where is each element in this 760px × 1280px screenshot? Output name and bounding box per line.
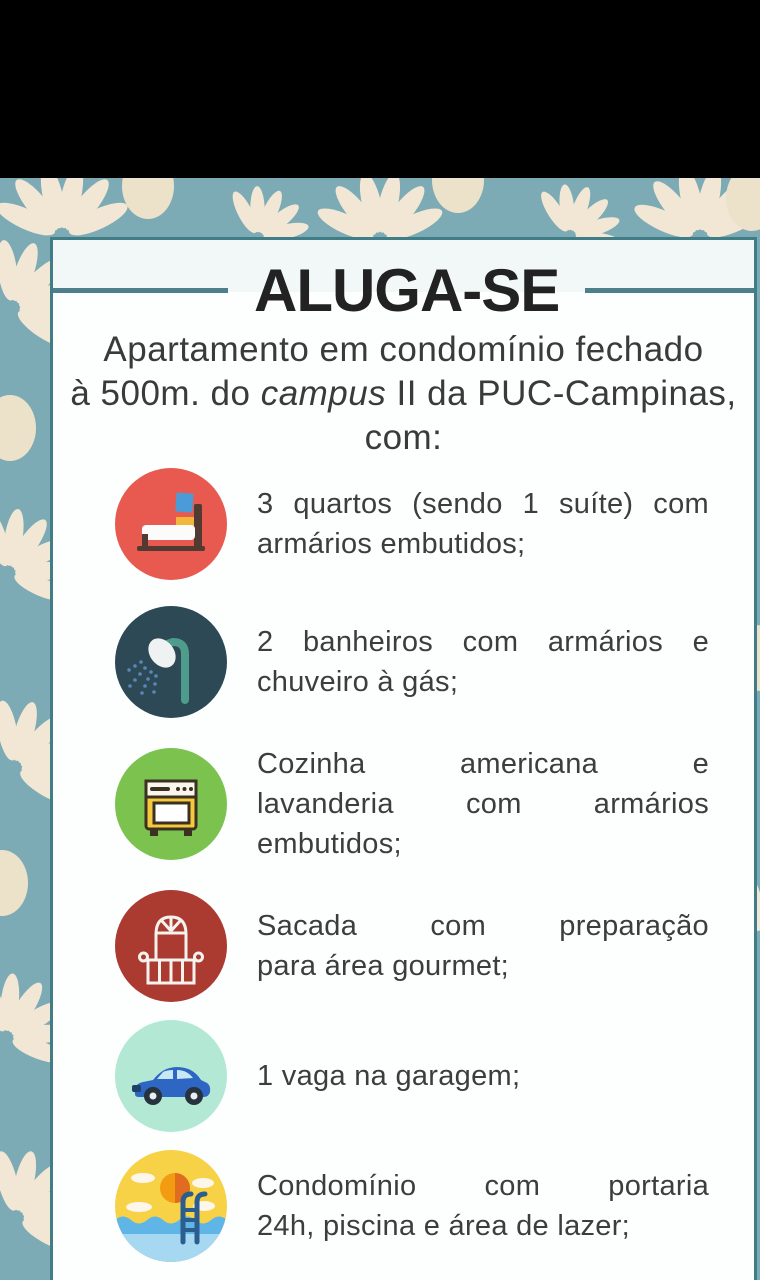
shower-icon [115, 606, 227, 718]
feature-item-bedrooms [53, 468, 754, 580]
title-row [53, 258, 754, 322]
balcony-icon [115, 890, 227, 1002]
feature-text-line: 3 quartos (sendo 1 suíte) com [257, 488, 709, 520]
feature-text [257, 484, 709, 564]
title-rule-left [53, 288, 228, 293]
letterbox-top [0, 0, 760, 178]
feature-text [257, 906, 709, 986]
feature-item-kitchen [53, 744, 754, 864]
feature-text-line: para área gourmet; [257, 950, 510, 982]
feature-item-garage [53, 1020, 754, 1132]
feature-text-line: armários embutidos; [257, 528, 526, 560]
car-icon [115, 1020, 227, 1132]
feature-item-balcony [53, 890, 754, 1002]
feature-text-line: Cozinha americana e [257, 748, 709, 780]
subtitle-line-1: Apartamento em condomínio fechado [103, 330, 704, 369]
feature-text-line: 2 banheiros com armários e [257, 626, 709, 658]
bed-icon [115, 468, 227, 580]
page-title: ALUGA-SE [254, 256, 560, 324]
feature-item-bathrooms [53, 606, 754, 718]
subtitle-line-3: com: [364, 418, 443, 457]
feature-text [257, 1166, 709, 1246]
feature-text-line: 24h, piscina e área de lazer; [257, 1210, 631, 1242]
feature-text [257, 622, 709, 702]
subtitle-line-2-post: II da PUC-Campinas, [386, 374, 737, 413]
feature-text-line: embutidos; [257, 828, 402, 860]
feature-text-line: Condomínio com portaria [257, 1170, 709, 1202]
flyer-card [50, 237, 757, 1280]
subtitle-line-2-italic: campus [260, 374, 387, 413]
stove-icon [115, 748, 227, 860]
feature-item-amenities [53, 1150, 754, 1262]
feature-text-line: lavanderia com armários [257, 788, 709, 820]
subtitle [53, 328, 754, 460]
feature-list [53, 468, 754, 1262]
feature-text [257, 1056, 709, 1096]
subtitle-line-2-pre: à 500m. do [70, 374, 261, 413]
feature-text-line: 1 vaga na garagem; [257, 1060, 521, 1092]
feature-text-line: chuveiro à gás; [257, 666, 459, 698]
feature-text [257, 744, 709, 864]
pool-icon [115, 1150, 227, 1262]
title-rule-right [585, 288, 754, 293]
feature-text-line: Sacada com preparação [257, 910, 709, 942]
